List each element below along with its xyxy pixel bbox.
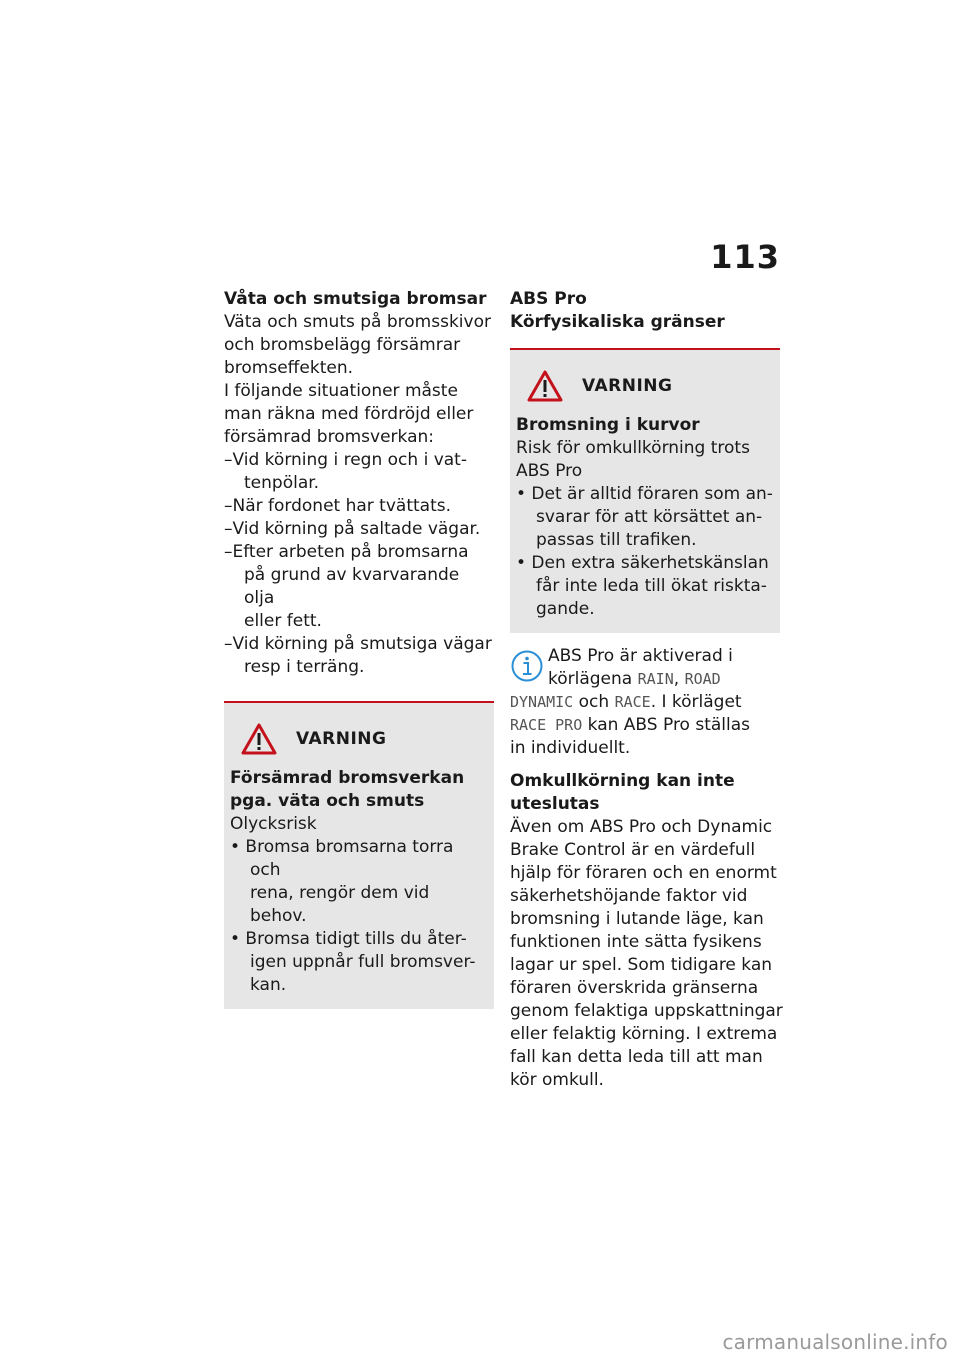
list-item: • Bromsa tidigt tills du åter- igen uppnår full bromsver- kan.: [230, 929, 476, 995]
warning-subtitle: Olycksrisk: [230, 814, 317, 834]
warning-triangle-icon: [240, 722, 278, 756]
list-item: • Den extra säkerhetskänslan får inte leda till ökat riskta- gande.: [516, 553, 769, 619]
list-item: –Vid körning på smutsiga vägar resp i terräng.: [224, 634, 492, 677]
left-column: [224, 288, 494, 1009]
text-line: försämrad bromsverkan:: [224, 427, 435, 447]
situations-list: [224, 449, 494, 679]
info-icon: [510, 649, 544, 683]
info-line: körlägena RAIN, ROAD: [548, 669, 721, 689]
info-line: DYNAMIC och RACE. I körläget: [510, 692, 742, 712]
watermark: carmanualsonline.info: [722, 1330, 948, 1354]
list-item: –Vid körning i regn och i vat- tenpölar.: [224, 450, 467, 493]
section-subheading-physics: Körfysikaliska gränser: [510, 312, 725, 332]
warning-label: VARNING: [296, 729, 387, 749]
info-line: in individuellt.: [510, 738, 631, 758]
paragraph-rollover: [510, 816, 783, 1092]
text-line: fall kan detta leda till att man: [510, 1047, 763, 1067]
list-item: • Bromsa bromsarna torra och rena, rengör dem vid behov.: [230, 837, 454, 926]
text-line: I följande situationer måste: [224, 381, 458, 401]
warning-header: [516, 364, 774, 408]
warning-box-curves: [510, 348, 780, 633]
list-item: • Det är alltid föraren som an- svarar för att körsättet an- passas till trafiken.: [516, 484, 773, 550]
text-line: hjälp för föraren och en enormt: [510, 863, 777, 883]
text-line: Väta och smuts på bromsskivor: [224, 312, 491, 332]
warning-triangle-icon: [526, 369, 564, 403]
text-line: funktionen inte sätta fysikens: [510, 932, 762, 952]
text-line: man räkna med fördröjd eller: [224, 404, 474, 424]
info-note: [510, 645, 780, 760]
list-item: –När fordonet har tvättats.: [224, 496, 452, 516]
warning-title: Försämrad bromsverkan pga. väta och smuts: [230, 768, 465, 811]
warning-subtitle: Risk för omkullkörning trots ABS Pro: [516, 438, 750, 481]
text-line: bromseffekten.: [224, 358, 354, 378]
text-line: bromsning i lutande läge, kan: [510, 909, 764, 929]
text-line: Brake Control är en värdefull: [510, 840, 756, 860]
text-line: och bromsbelägg försämrar: [224, 335, 461, 355]
page-number: 113: [710, 238, 780, 276]
paragraph-wet-brakes: [224, 311, 494, 380]
section-heading-abs-pro: ABS Pro: [510, 289, 587, 309]
warning-header: [230, 717, 488, 761]
warning-box-brakes: [224, 701, 494, 1009]
text-line: föraren överskrida gränserna: [510, 978, 759, 998]
warning-title: Bromsning i kurvor: [516, 415, 700, 435]
warning-bullets: [230, 836, 488, 997]
paragraph-situations: [224, 380, 494, 449]
list-item: –Efter arbeten på bromsarna på grund av kvarvarande olja eller fett.: [224, 542, 469, 631]
text-line: lagar ur spel. Som tidigare kan: [510, 955, 773, 975]
text-line: genom felaktiga uppskattningar: [510, 1001, 783, 1021]
text-line: säkerhetshöjande faktor vid: [510, 886, 748, 906]
warning-label: VARNING: [582, 376, 673, 396]
text-line: Även om ABS Pro och Dynamic: [510, 817, 773, 837]
text-line: eller felaktig körning. I extrema: [510, 1024, 778, 1044]
warning-bullets: [516, 483, 774, 621]
section-heading-rollover: Omkullkörning kan inte uteslutas: [510, 771, 735, 814]
section-heading-wet-brakes: Våta och smutsiga bromsar: [224, 289, 487, 309]
info-line: ABS Pro är aktiverad i: [548, 646, 733, 666]
info-line: RACE PRO kan ABS Pro ställas: [510, 715, 751, 735]
list-item: –Vid körning på saltade vägar.: [224, 519, 481, 539]
right-column: [510, 288, 783, 1092]
text-line: kör omkull.: [510, 1070, 604, 1090]
